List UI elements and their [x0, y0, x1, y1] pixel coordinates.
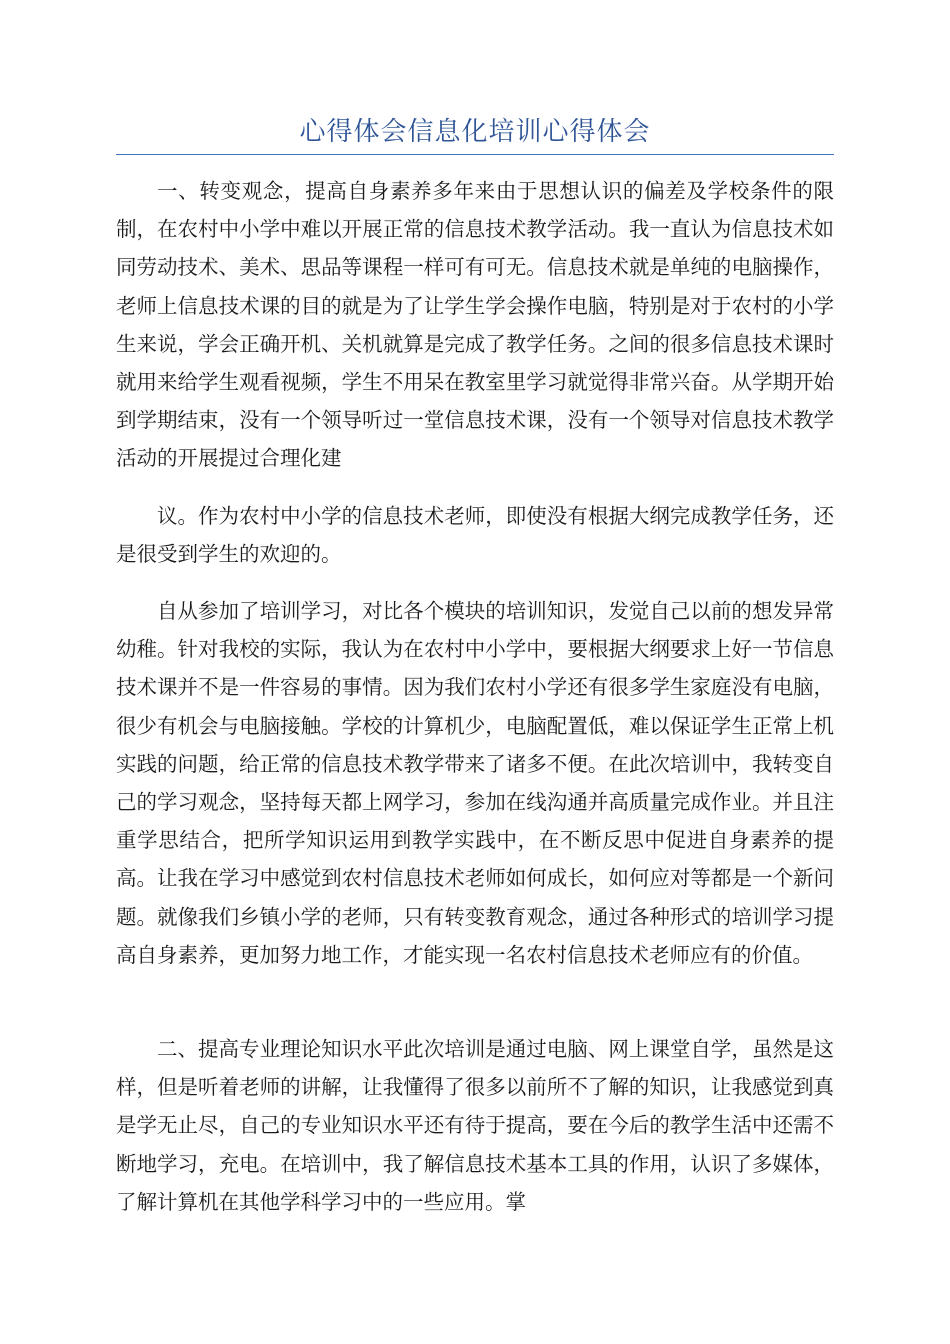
- paragraph-1: 一、转变观念，提高自身素养多年来由于思想认识的偏差及学校条件的限制，在农村中小学中难以开展正常的信息技术教学活动。我一直认为信息技术如同劳动技术、美术、思品等课程一样可有可无。信息技术就是单纯的电脑操作，老师上信息技术课的目的就是为了让学生学会操作电脑，特别是对于农村的小学生来说，学会正确开机、关机就算是完成了教学任务。之间的很多信息技术课时就用来给学生观看视频，学生不用呆在教室里学习就觉得非常兴奋。从学期开始到学期结束，没有一个领导听过一堂信息技术课，没有一个领导对信息技术教学活动的开展提过合理化建: [116, 179, 834, 471]
- title-underline: [116, 154, 834, 155]
- paragraph-3: 自从参加了培训学习，对比各个模块的培训知识，发觉自己以前的想发异常幼稚。针对我校的实际，我认为在农村中小学中，要根据大纲要求上好一节信息技术课并不是一件容易的事情。因为我们农村小学还有很多学生家庭没有电脑，很少有机会与电脑接触。学校的计算机少，电脑配置低，难以保证学生正常上机实践的问题，给正常的信息技术教学带来了诸多不便。在此次培训中，我转变自己的学习观念，坚持每天都上网学习，参加在线沟通并高质量完成作业。并且注重学思结合，把所学知识运用到教学实践中，在不断反思中促进自身素养的提高。让我在学习中感觉到农村信息技术老师如何成长，如何应对等都是一个新问题。就像我们乡镇小学的老师，只有转变教育观念，通过各种形式的培训学习提高自身素养，更加努力地工作，才能实现一名农村信息技术老师应有的价值。: [116, 599, 834, 967]
- paragraph-4: 二、提高专业理论知识水平此次培训是通过电脑、网上课堂自学，虽然是这样，但是听着老师的讲解，让我懂得了很多以前所不了解的知识，让我感觉到真是学无止尽，自己的专业知识水平还有待于提高，要在今后的教学生活中还需不断地学习，充电。在培训中，我了解信息技术基本工具的作用，认识了多媒体，了解计算机在其他学科学习中的一些应用。掌: [116, 1037, 834, 1214]
- document-title: 心得体会信息化培训心得体会: [299, 117, 651, 147]
- paragraph-2: 议。作为农村中小学的信息技术老师，即使没有根据大纲完成教学任务，还是很受到学生的欢迎的。: [116, 504, 834, 567]
